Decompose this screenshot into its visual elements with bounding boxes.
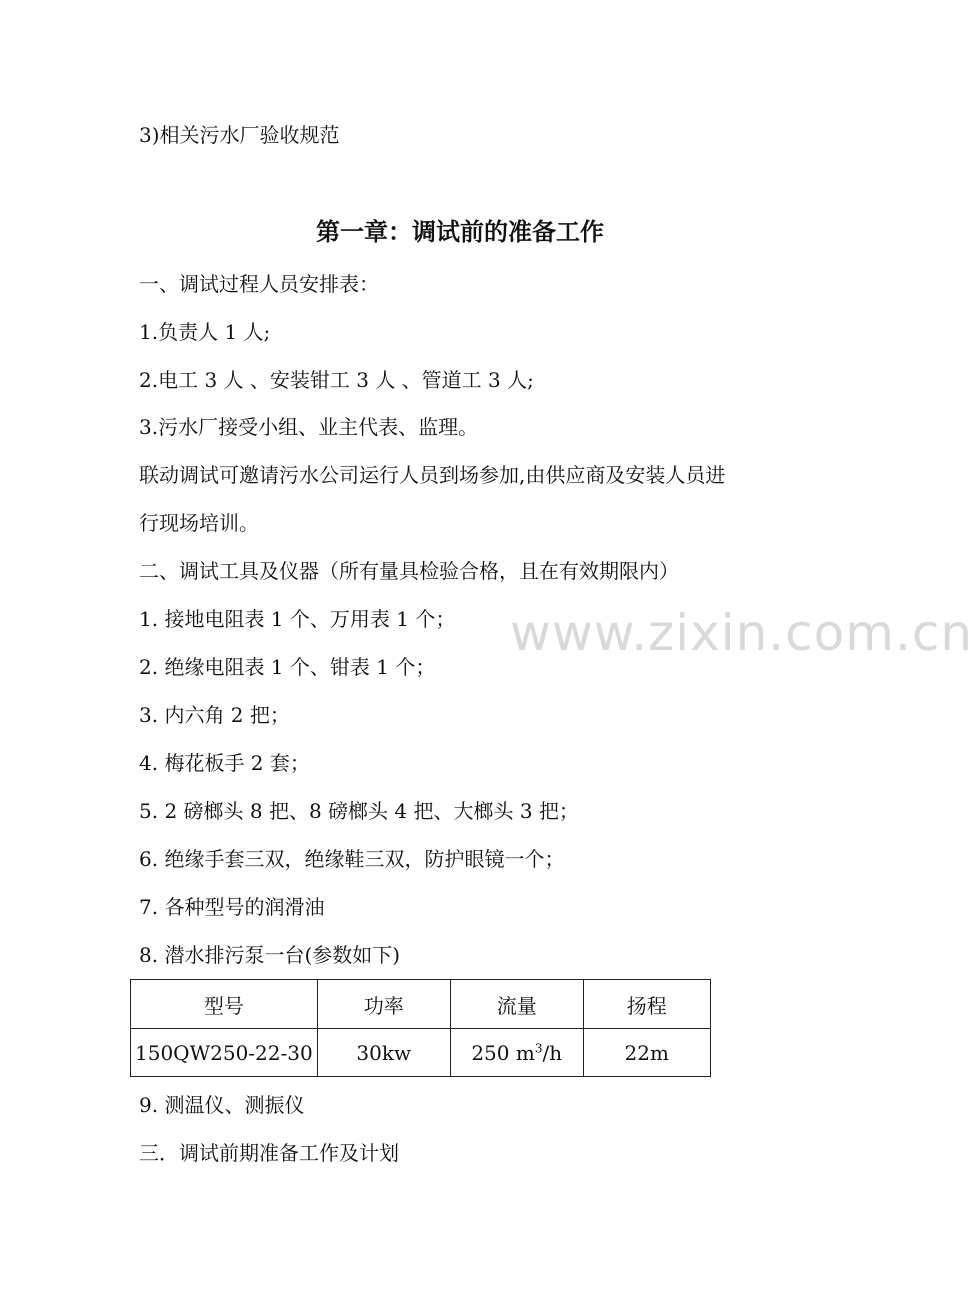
joint-debug-text-cont: 行现场培训。 xyxy=(139,511,259,535)
staff-item: 2.电工 3 人 、安装钳工 3 人 、管道工 3 人; xyxy=(139,368,534,392)
staff-item: 1.负责人 1 人; xyxy=(139,320,271,344)
tool-item: 4. 梅花板手 2 套； xyxy=(139,751,310,775)
joint-debug-text: 联动调试可邀请污水公司运行人员到场参加,由供应商及安装人员进 xyxy=(139,463,726,487)
cell-model: 150QW250-22-30 xyxy=(131,1029,318,1077)
header-power: 功率 xyxy=(317,980,450,1029)
tool-item: 6. 绝缘手套三双，绝缘鞋三双，防护眼镜一个； xyxy=(139,847,565,871)
tool-item: 7. 各种型号的润滑油 xyxy=(139,895,325,919)
tool-item: 5. 2 磅榔头 8 把、8 磅榔头 4 把、大榔头 3 把； xyxy=(139,799,579,823)
tool-item: 3. 内六角 2 把； xyxy=(139,703,290,727)
flow-value: 250 m xyxy=(471,1040,535,1065)
cell-power: 30kw xyxy=(317,1029,450,1077)
tool-item: 8. 潜水排污泵一台(参数如下) xyxy=(139,943,401,967)
section-title-tools: 二、调试工具及仪器（所有量具检验合格，且在有效期限内） xyxy=(139,559,679,583)
staff-item: 3.污水厂接受小组、业主代表、监理。 xyxy=(139,415,479,439)
cell-flow xyxy=(450,1029,583,1077)
section-title-prep: 三．调试前期准备工作及计划 xyxy=(139,1141,399,1165)
chapter-title: 第一章：调试前的准备工作 xyxy=(316,217,604,246)
cell-head: 22m xyxy=(583,1029,710,1077)
table-header-row xyxy=(131,980,711,1029)
tool-item: 2. 绝缘电阻表 1 个、钳表 1 个； xyxy=(139,655,436,679)
watermark-text: www.zixin.com.cn xyxy=(510,604,973,662)
header-model: 型号 xyxy=(131,980,318,1029)
table-row xyxy=(131,1029,711,1077)
flow-superscript: 3 xyxy=(534,1040,543,1055)
flow-unit: /h xyxy=(542,1040,563,1065)
pump-spec-table xyxy=(130,979,711,1077)
reference-item: 3)相关污水厂验收规范 xyxy=(139,123,340,147)
header-head: 扬程 xyxy=(583,980,710,1029)
tool-item: 1. 接地电阻表 1 个、万用表 1 个； xyxy=(139,607,456,631)
section-title-staff: 一、调试过程人员安排表： xyxy=(139,272,379,296)
tool-item: 9. 测温仪、测振仪 xyxy=(139,1093,305,1117)
header-flow: 流量 xyxy=(450,980,583,1029)
